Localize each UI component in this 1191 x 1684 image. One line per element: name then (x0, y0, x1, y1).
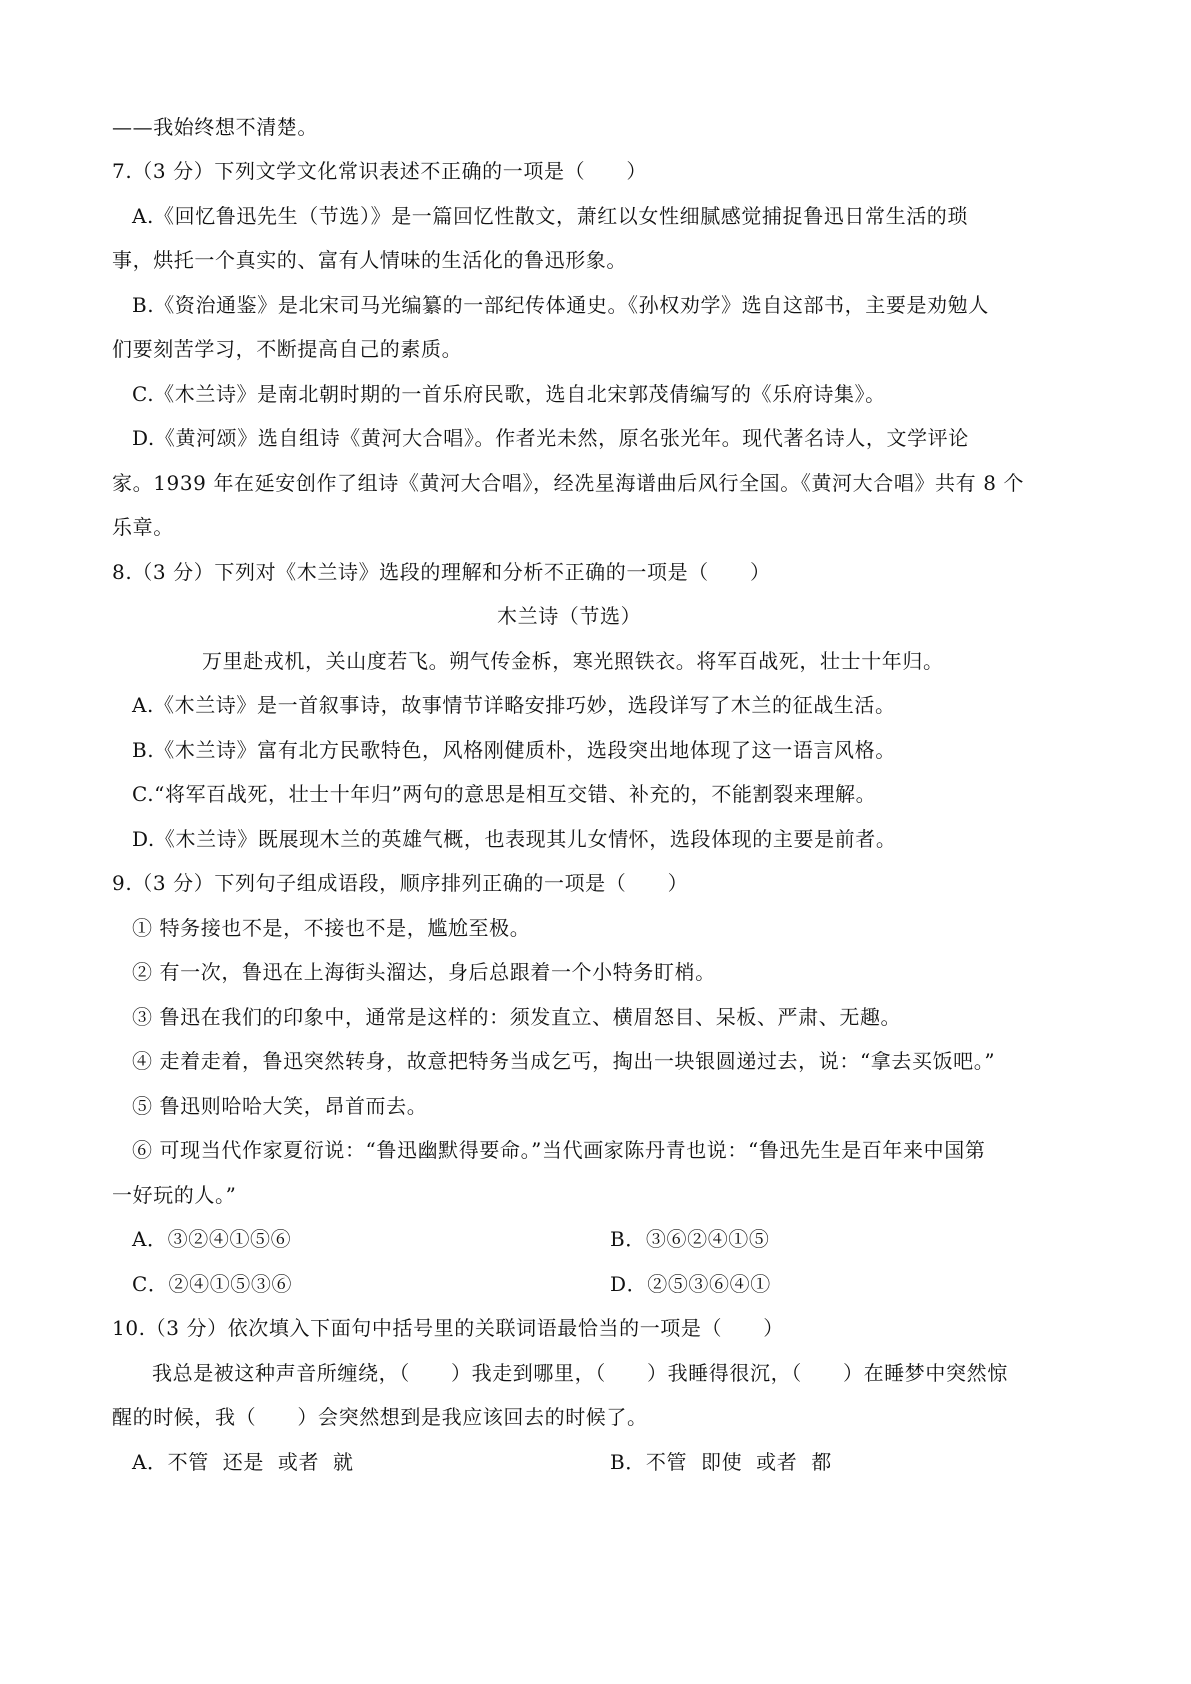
q9-sentence-6-line1: ⑥ 可现当代作家夏衍说：“鲁迅幽默得要命。”当代画家陈丹青也说：“鲁迅先生是百年来中国第 (132, 1138, 986, 1162)
q9-sentence-3: ③ 鲁迅在我们的印象中，通常是这样的：须发直立、横眉怒目、呆板、严肃、无趣。 (132, 1005, 902, 1029)
q7-option-b-line1: B.《资治通鉴》是北宋司马光编纂的一部纪传体通史。《孙权劝学》选自这部书，主要是劝勉人 (132, 293, 989, 317)
q9-option-d: D．②⑤③⑥④① (610, 1272, 771, 1296)
q9-option-c: C．②④①⑤③⑥ (132, 1272, 293, 1296)
q10-text-line2: 醒的时候，我（ ）会突然想到是我应该回去的时候了。 (112, 1405, 648, 1429)
q8-option-b: B.《木兰诗》富有北方民歌特色，风格刚健质朴，选段突出地体现了这一语言风格。 (132, 738, 896, 762)
q7-option-d-line3: 乐章。 (112, 515, 174, 539)
q7-option-a-line2: 事，烘托一个真实的、富有人情味的生活化的鲁迅形象。 (112, 248, 627, 272)
q10-option-a: A．不管 还是 或者 就 (132, 1450, 354, 1474)
q10-option-b: B．不管 即使 或者 都 (610, 1450, 832, 1474)
q7-option-a-line1: A.《回忆鲁迅先生（节选）》是一篇回忆性散文，萧红以女性细腻感觉捕捉鲁迅日常生活的琐 (132, 204, 968, 228)
q9-stem: 9.（3 分）下列句子组成语段，顺序排列正确的一项是（ ） (112, 871, 689, 895)
q9-sentence-6-line2: 一好玩的人。” (112, 1183, 237, 1207)
q10-text-line1: 我总是被这种声音所缠绕，（ ）我走到哪里，（ ）我睡得很沉，（ ）在睡梦中突然惊 (152, 1361, 1008, 1385)
q9-option-b: B．③⑥②④①⑤ (610, 1227, 770, 1251)
q7-stem: 7.（3 分）下列文学文化常识表述不正确的一项是（ ） (112, 159, 647, 183)
q7-option-d-line2: 家。1939 年在延安创作了组诗《黄河大合唱》，经冼星海谱曲后风行全国。《黄河大合唱》共有 8 个 (112, 471, 1025, 495)
q9-option-a: A．③②④①⑤⑥ (132, 1227, 292, 1251)
q8-stem: 8.（3 分）下列对《木兰诗》选段的理解和分析不正确的一项是（ ） (112, 560, 771, 584)
intro-tail: ——我始终想不清楚。 (112, 115, 318, 139)
q7-option-c: C.《木兰诗》是南北朝时期的一首乐府民歌，选自北宋郭茂倩编写的《乐府诗集》。 (132, 382, 886, 406)
q9-sentence-4: ④ 走着走着，鲁迅突然转身，故意把特务当成乞丐，掏出一块银圆递过去，说：“拿去买饭吧。” (132, 1049, 996, 1073)
q7-option-b-line2: 们要刻苦学习，不断提高自己的素质。 (112, 337, 463, 361)
q8-poem-title: 木兰诗（节选） (497, 604, 642, 628)
q8-option-c: C.“将军百战死，壮士十年归”两句的意思是相互交错、补充的，不能割裂来理解。 (132, 782, 877, 806)
q8-option-a: A.《木兰诗》是一首叙事诗，故事情节详略安排巧妙，选段详写了木兰的征战生活。 (132, 693, 896, 717)
q9-sentence-5: ⑤ 鲁迅则哈哈大笑，昂首而去。 (132, 1094, 428, 1118)
q9-sentence-1: ① 特务接也不是，不接也不是，尴尬至极。 (132, 916, 531, 940)
q9-sentence-2: ② 有一次，鲁迅在上海街头溜达，身后总跟着一个小特务盯梢。 (132, 960, 716, 984)
q8-option-d: D.《木兰诗》既展现木兰的英雄气概，也表现其儿女情怀，选段体现的主要是前者。 (132, 827, 897, 851)
q8-poem-text: 万里赴戎机，关山度若飞。朔气传金柝，寒光照铁衣。将军百战死，壮士十年归。 (202, 649, 944, 673)
q7-option-d-line1: D.《黄河颂》选自组诗《黄河大合唱》。作者光未然，原名张光年。现代著名诗人，文学评论 (132, 426, 969, 450)
q10-stem: 10.（3 分）依次填入下面句中括号里的关联词语最恰当的一项是（ ） (112, 1316, 784, 1340)
